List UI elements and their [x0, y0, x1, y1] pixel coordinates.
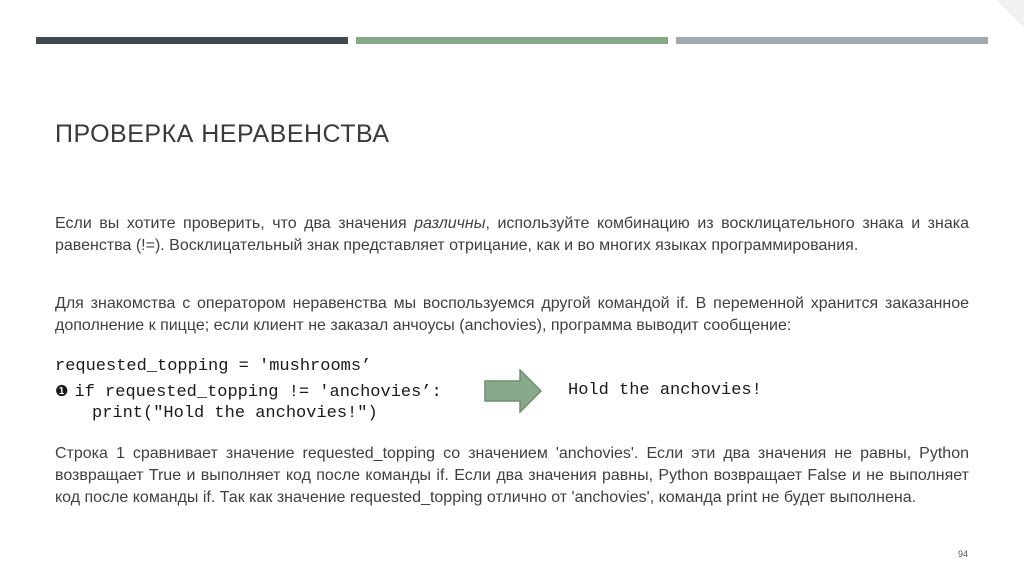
paragraph-intro-before: Если вы хотите проверить, что два значения	[55, 215, 415, 232]
header-bar-dark	[36, 37, 348, 44]
code-line-1: requested_topping = 'mushrooms’	[55, 357, 372, 376]
right-arrow-icon	[484, 369, 542, 413]
header-bar-gray	[676, 37, 988, 44]
step-marker: ❶	[55, 382, 69, 400]
slide-title: ПРОВЕРКА НЕРАВЕНСТВА	[55, 120, 390, 148]
paragraph-explanation: Строка 1 сравнивает значение requested_topping со значением 'anchovies'. Если эти два значения не равны, Python возвращает True и выполняет код после команды if. Если два значения равны, Python возвращает False и не выполняет код после команды if. Так как значение requested_topping отлично от 'anchovies', команда print не будет выполнена.	[55, 445, 969, 506]
paragraph-intro-after: , используйте комбинацию из восклицательного знака и знака равенства (!=). Восклицательный знак представляет отрицание, как и во многих языках программирования.	[55, 215, 970, 254]
page-corner-fold	[996, 0, 1024, 28]
code-line-2	[55, 380, 442, 404]
paragraph-intro	[55, 213, 969, 257]
code-line-2-text: if requested_topping != 'anchovies’:	[74, 383, 442, 402]
page-number: 94	[958, 549, 969, 559]
emphasis-different: различны	[414, 215, 486, 232]
program-output: Hold the anchovies!	[568, 381, 762, 400]
paragraph-example-intro: Для знакомства с оператором неравенства мы воспользуемся другой командой if. В переменной хранится заказанное дополнение к пицце; если клиент не заказал анчоусы (anchovies), программа выводит сообщение:	[55, 295, 969, 334]
header-bar-green	[356, 37, 668, 44]
code-line-3: print("Hold the anchovies!")	[92, 404, 378, 423]
